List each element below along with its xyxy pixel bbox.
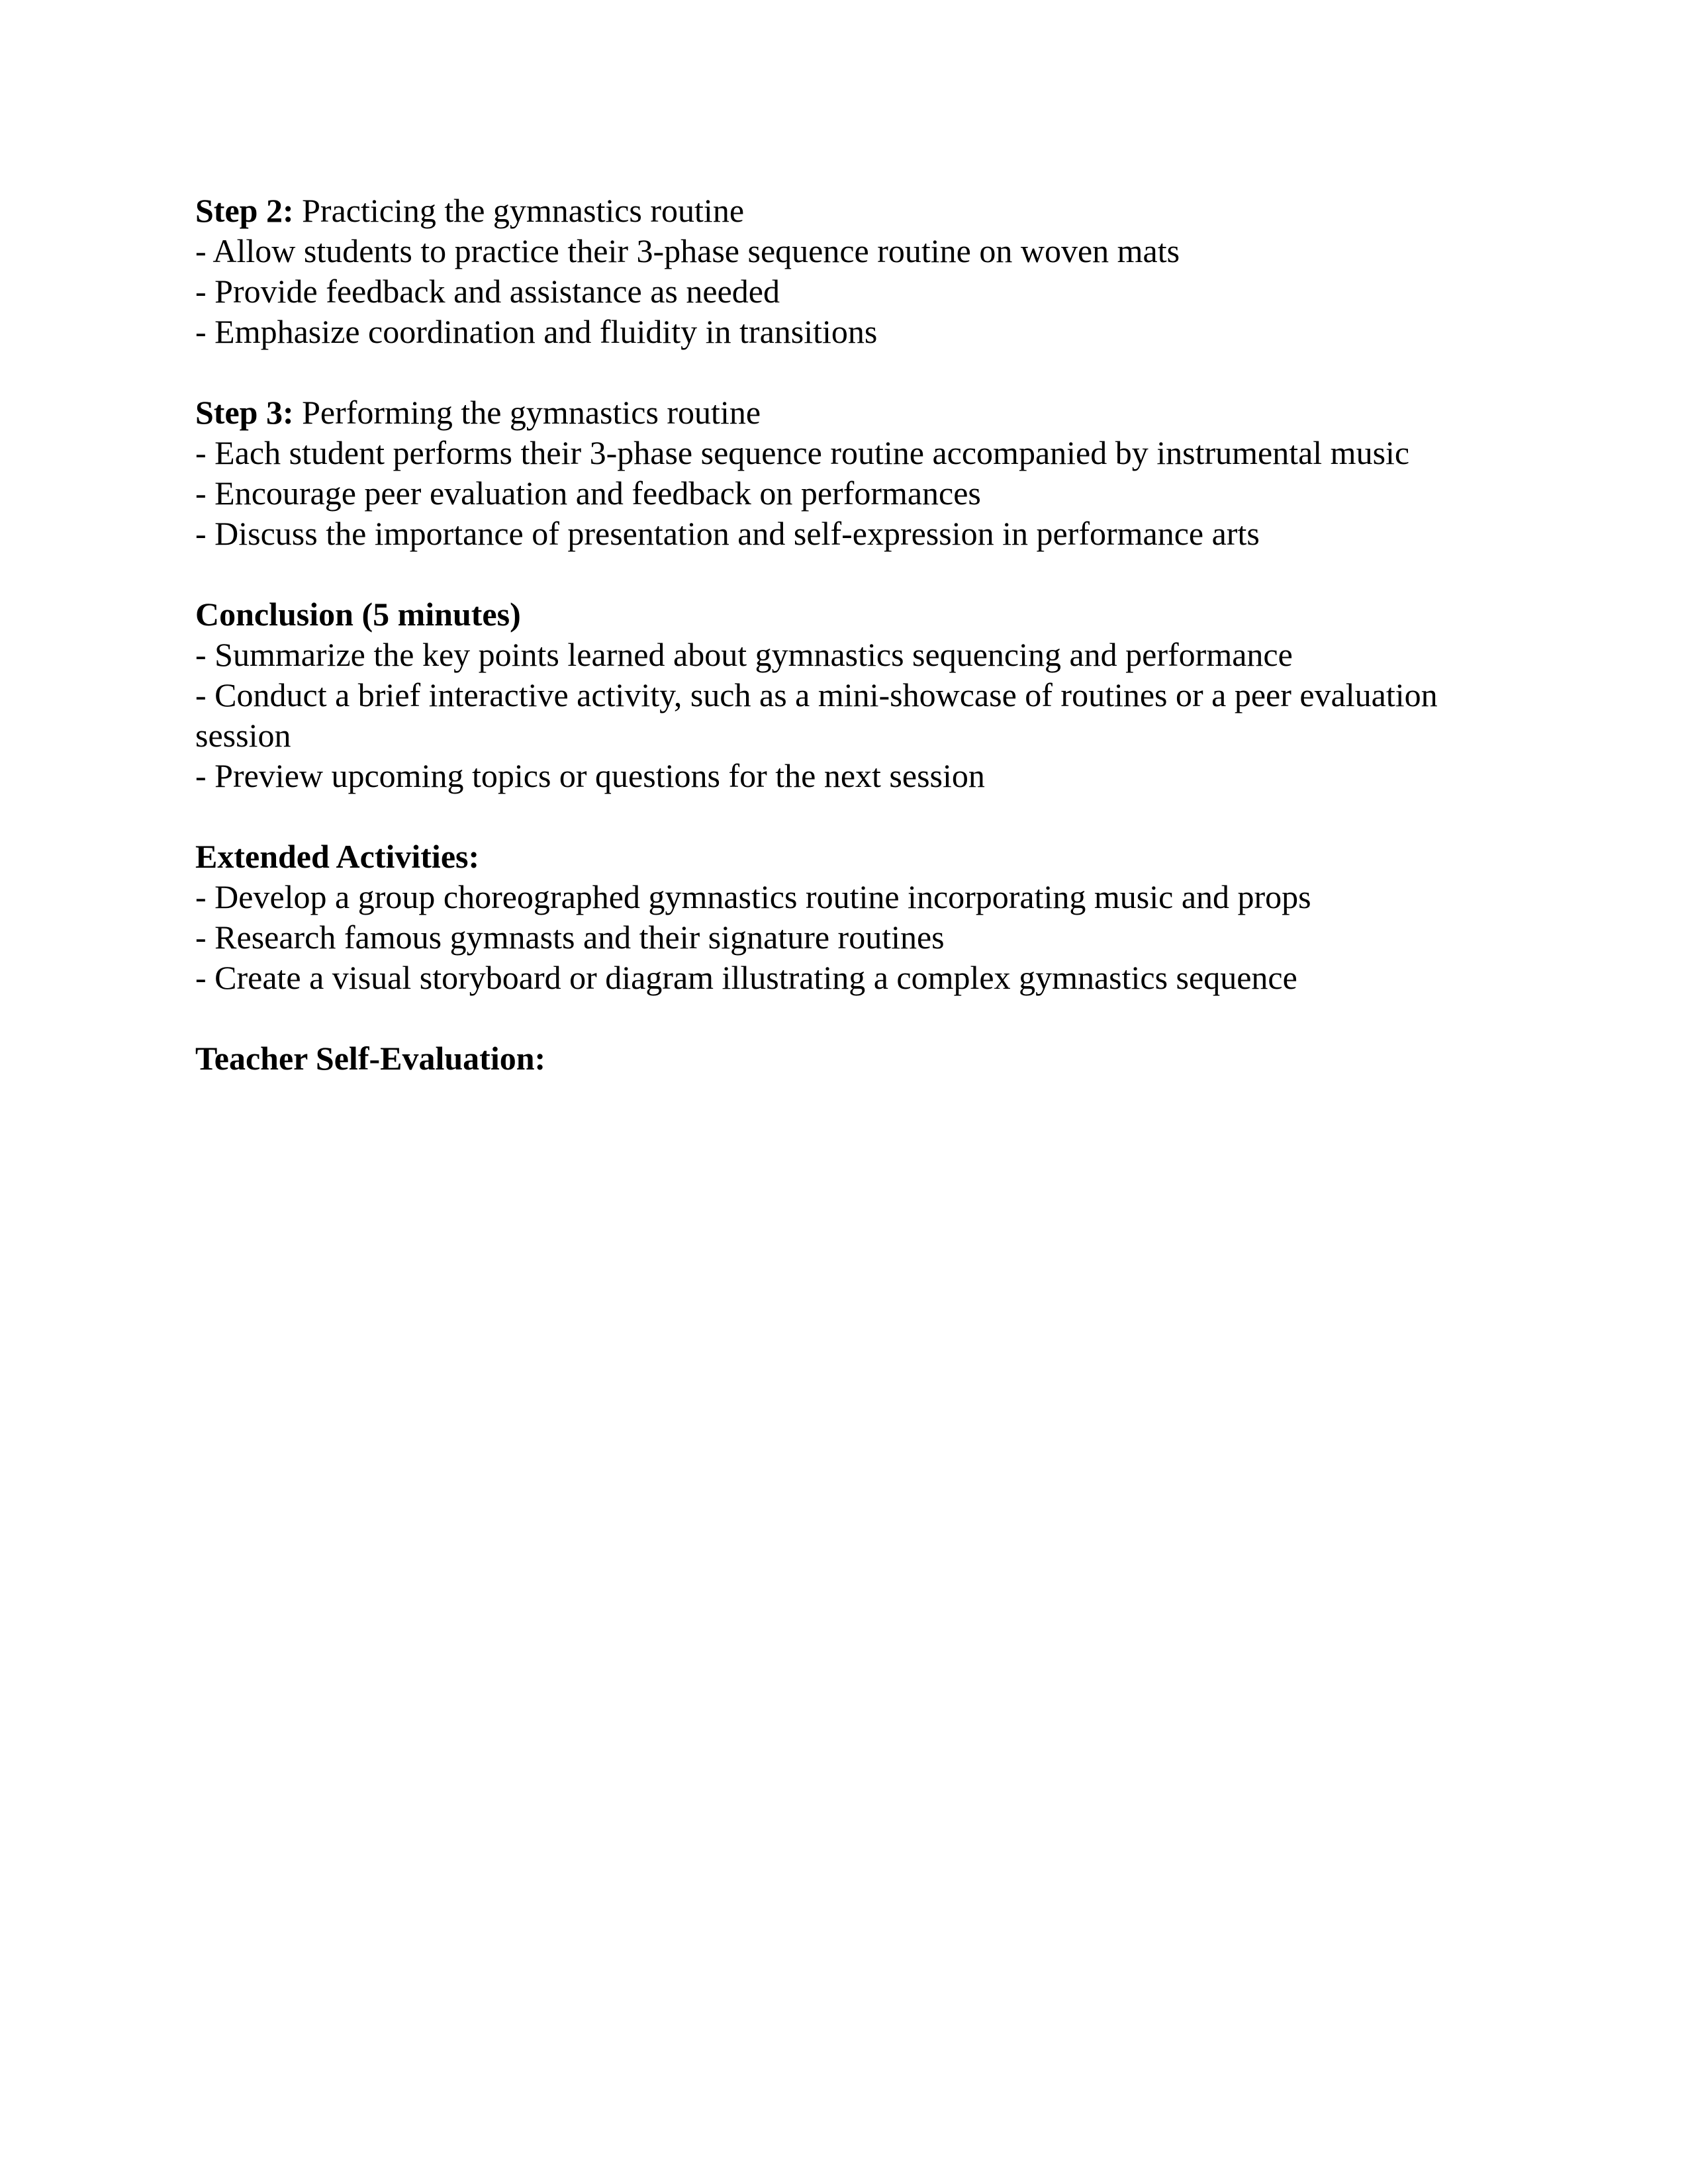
section-conclusion <box>195 594 1491 796</box>
section-heading <box>195 837 1491 877</box>
section-heading <box>195 594 1491 635</box>
heading-bold-label: Conclusion (5 minutes) <box>195 596 521 633</box>
document-content <box>195 191 1491 1079</box>
section-heading <box>195 392 1491 433</box>
bullet-line: - Develop a group choreographed gymnastics routine incorporating music and props <box>195 878 1311 915</box>
heading-rest-label: Performing the gymnastics routine <box>293 394 761 431</box>
section-heading <box>195 1038 1491 1079</box>
heading-bold-label: Extended Activities: <box>195 838 480 875</box>
bullet-line: - Discuss the importance of presentation and self-expression in performance arts <box>195 515 1260 552</box>
bullet-line: - Summarize the key points learned about gymnastics sequencing and performance <box>195 636 1293 673</box>
heading-bold-label: Teacher Self-Evaluation: <box>195 1040 546 1077</box>
bullet-line: - Research famous gymnasts and their signature routines <box>195 919 945 956</box>
section-teacher-self-evaluation <box>195 1038 1491 1079</box>
bullet-line: - Preview upcoming topics or questions for the next session <box>195 757 985 794</box>
bullet-line: - Emphasize coordination and fluidity in transitions <box>195 313 878 350</box>
heading-bold-label: Step 2: <box>195 192 294 229</box>
bullet-line: - Encourage peer evaluation and feedback on performances <box>195 475 981 512</box>
section-step-2 <box>195 191 1491 352</box>
section-heading <box>195 191 1491 231</box>
section-step-3 <box>195 392 1491 554</box>
bullet-line: - Create a visual storyboard or diagram illustrating a complex gymnastics sequence <box>195 959 1297 996</box>
section-extended-activities <box>195 837 1491 998</box>
bullet-line: - Allow students to practice their 3-phase sequence routine on woven mats <box>195 232 1180 269</box>
bullet-line: - Conduct a brief interactive activity, such as a mini-showcase of routines or a peer evaluation session <box>195 676 1438 754</box>
heading-rest-label: Practicing the gymnastics routine <box>293 192 745 229</box>
heading-bold-label: Step 3: <box>195 394 294 431</box>
bullet-line: - Each student performs their 3-phase sequence routine accompanied by instrumental music <box>195 434 1410 471</box>
bullet-line: - Provide feedback and assistance as needed <box>195 273 780 310</box>
